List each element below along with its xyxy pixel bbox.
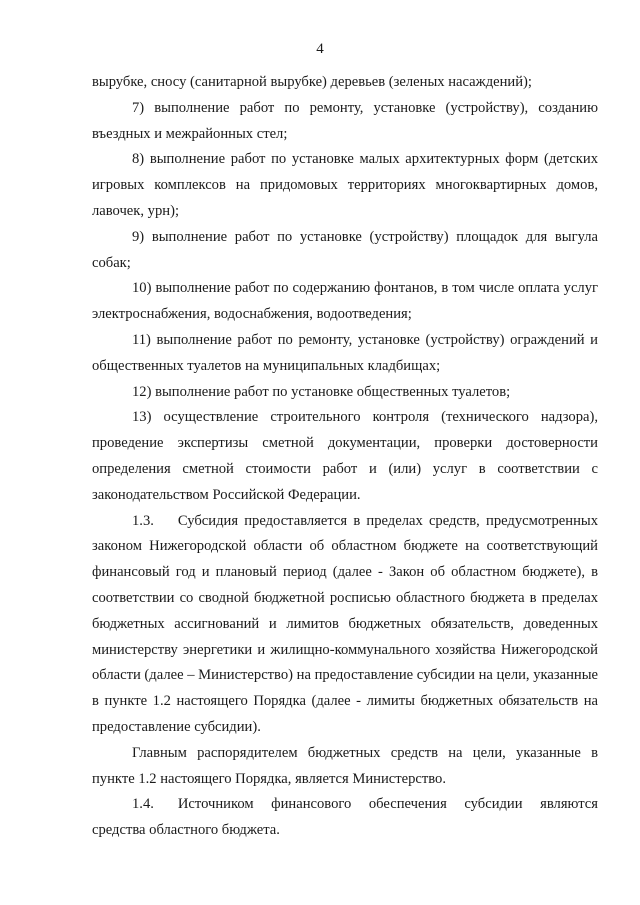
clause-1-3	[92, 509, 598, 741]
paragraph-text: 7) выполнение работ по ремонту, установке (устройству), созданию въездных и межрайонных стел;	[92, 99, 598, 142]
paragraph-chief-administrator	[92, 741, 598, 793]
document-body	[92, 70, 598, 844]
paragraph-text: 10) выполнение работ по содержанию фонтанов, в том числе оплата услуг электроснабжения, водоснабжения, водоотведения;	[92, 280, 598, 323]
paragraph-text: 8) выполнение работ по установке малых архитектурных форм (детских игровых комплексов на придомовых территориях многоквартирных домов, лавочек, урн);	[92, 151, 598, 219]
paragraph-text: Главным распорядителем бюджетных средств на цели, указанные в пункте 1.2 настоящего Порядка, является Министерство.	[92, 744, 598, 787]
list-item-8	[92, 147, 598, 224]
clause-number: 1.4.	[132, 796, 154, 813]
paragraph-text: 13) осуществление строительного контроля (технического надзора), проведение экспертизы сметной документации, проверки достоверности определения сметной стоимости работ и (или) услуг в соответствии с законодательством Российской Федерации.	[92, 409, 598, 503]
clause-number: 1.3.	[132, 512, 154, 529]
paragraph-text: 12) выполнение работ по установке общественных туалетов;	[132, 383, 511, 400]
paragraph-continuation	[92, 70, 598, 96]
paragraph-text: Источником финансового обеспечения субсидии являются средства областного бюджета.	[92, 796, 598, 839]
paragraph-text: 9) выполнение работ по установке (устройству) площадок для выгула собак;	[92, 228, 598, 271]
paragraph-text: 11) выполнение работ по ремонту, установке (устройству) ограждений и общественных туалетов на муниципальных кладбищах;	[92, 331, 598, 374]
clause-1-4	[92, 792, 598, 844]
list-item-11	[92, 328, 598, 380]
list-item-9	[92, 225, 598, 277]
paragraph-text: Субсидия предоставляется в пределах средств, предусмотренных законом Нижегородской области об областном бюджете на соответствующий финансовый год и плановый период (далее - Закон об областном бюджете), в соответствии со сводной бюджетной росписью областного бюджета в пределах бюджетных ассигнований и лимитов бюджетных обязательств, доведенных министерству энергетики и жилищно-коммунального хозяйства Нижегородской области (далее – Министерство) на предоставление субсидии на цели, указанные в пункте 1.2 настоящего Порядка (далее - лимиты бюджетных обязательств на предоставление субсидии).	[92, 512, 598, 735]
list-item-7	[92, 96, 598, 148]
list-item-10	[92, 276, 598, 328]
paragraph-text: вырубке, сносу (санитарной вырубке) деревьев (зеленых насаждений);	[92, 74, 532, 90]
list-item-12	[92, 380, 598, 406]
list-item-13	[92, 405, 598, 508]
page-number: 4	[316, 41, 324, 57]
